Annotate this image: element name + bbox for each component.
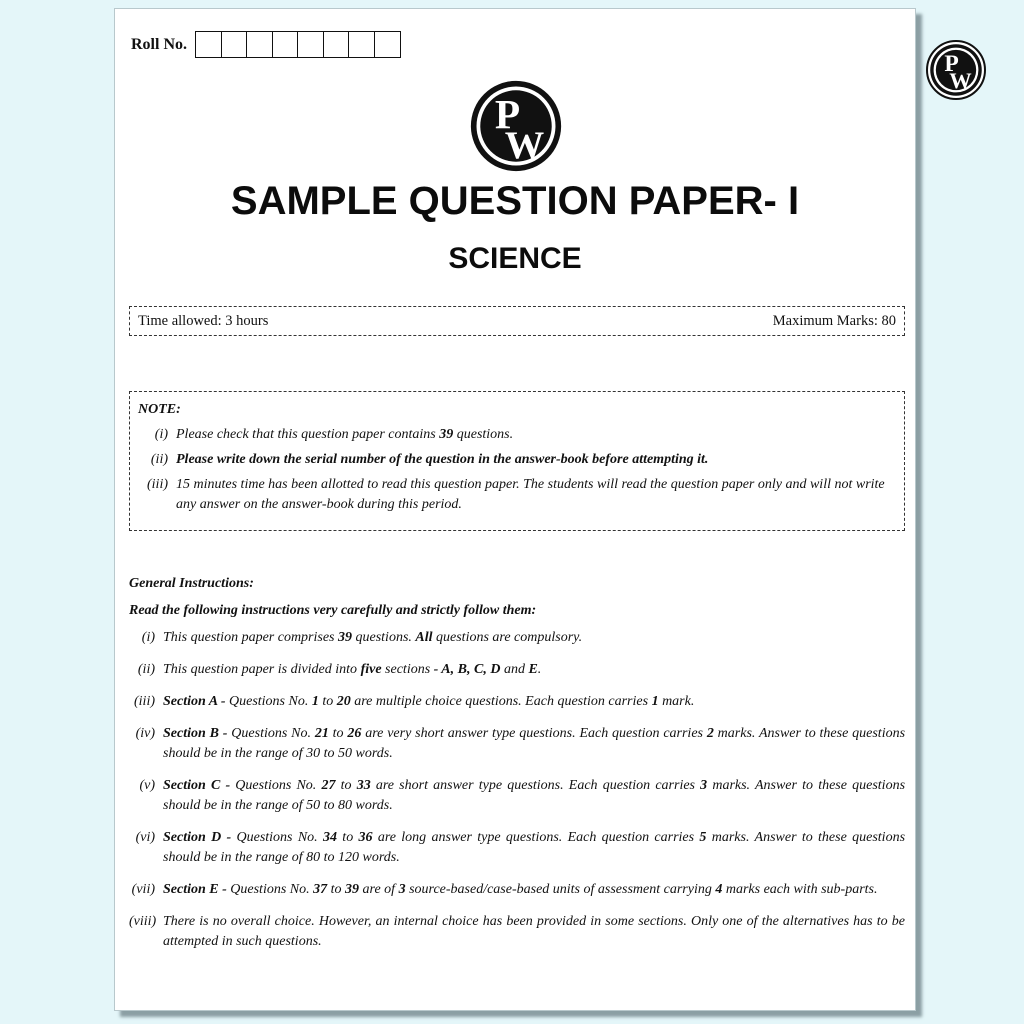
bold-text: 21 bbox=[314, 726, 329, 741]
roll-number-box[interactable] bbox=[324, 32, 350, 57]
text-run: questions. bbox=[352, 630, 416, 645]
text-run: Questions No. bbox=[225, 694, 312, 709]
text-run: are short answer type questions. Each question carries bbox=[370, 778, 701, 793]
text-run: to bbox=[328, 726, 348, 741]
item-text bbox=[163, 692, 905, 712]
item-number: (iii) bbox=[134, 694, 155, 709]
instruction-item bbox=[129, 912, 905, 952]
roll-number-box[interactable] bbox=[222, 32, 248, 57]
text-run: questions. bbox=[453, 427, 514, 442]
bold-text: Please write down the serial number of the question in the answer-book before attempting it. bbox=[176, 452, 709, 467]
text-run: This question paper comprises bbox=[163, 630, 338, 645]
text-run: to bbox=[327, 882, 346, 897]
svg-text:P: P bbox=[944, 51, 959, 78]
svg-text:W: W bbox=[504, 122, 545, 167]
instruction-item bbox=[129, 828, 905, 868]
text-run: This question paper is divided into bbox=[163, 662, 361, 677]
text-run: . bbox=[537, 662, 542, 677]
roll-number-box[interactable] bbox=[298, 32, 324, 57]
instruction-item bbox=[138, 450, 896, 470]
item-text bbox=[163, 724, 905, 764]
bold-text: five bbox=[360, 662, 382, 677]
bold-text: 3 bbox=[700, 778, 708, 793]
instruction-item bbox=[129, 628, 905, 648]
item-text bbox=[176, 425, 513, 445]
text-run: There is no overall choice. However, an internal choice has been provided in some sections. Only one of the alternatives has to be attempted in such questions. bbox=[163, 914, 905, 949]
text-run: marks. Answer to these questions should be in the range of 30 to 50 words. bbox=[163, 726, 906, 761]
bold-text: 2 bbox=[706, 726, 714, 741]
text-run: 15 minutes time has been allotted to read this question paper. The students will read the question paper only and will not write any answer on the answer-book during this period. bbox=[176, 477, 885, 512]
bold-text: 39 bbox=[338, 630, 352, 645]
bold-text: 33 bbox=[356, 778, 371, 793]
item-number: (iii) bbox=[147, 477, 168, 492]
text-run: to bbox=[318, 694, 337, 709]
general-instructions-title: General Instructions: bbox=[129, 576, 254, 591]
bold-text: Section C - bbox=[163, 778, 231, 793]
text-run: sections bbox=[381, 662, 434, 677]
bold-text: 39 bbox=[439, 427, 454, 442]
roll-number-field bbox=[131, 31, 401, 58]
instruction-item bbox=[129, 692, 905, 712]
bold-text: 3 bbox=[398, 882, 406, 897]
item-number: (iv) bbox=[135, 726, 155, 741]
instruction-list bbox=[129, 628, 905, 952]
bold-text: Section E - bbox=[163, 882, 227, 897]
bold-text: 34 bbox=[322, 830, 337, 845]
bold-text: Section B - bbox=[163, 726, 228, 741]
corner-pw-logo bbox=[926, 40, 986, 100]
item-number: (vi) bbox=[135, 830, 155, 845]
text-run: Questions No. bbox=[230, 778, 322, 793]
bold-text: E bbox=[528, 662, 538, 677]
item-text bbox=[176, 450, 708, 470]
text-run: are multiple choice questions. Each question carries bbox=[350, 694, 652, 709]
item-number: (viii) bbox=[129, 914, 157, 929]
bold-text: - A, B, C, D bbox=[433, 662, 501, 677]
item-text bbox=[176, 475, 896, 515]
item-text bbox=[163, 912, 905, 952]
text-run: are very short answer type questions. Each question carries bbox=[361, 726, 707, 741]
item-text bbox=[163, 628, 905, 648]
instruction-item bbox=[129, 660, 905, 680]
bold-text: Section D - bbox=[163, 830, 232, 845]
bold-text: 36 bbox=[358, 830, 373, 845]
text-run: Questions No. bbox=[227, 726, 315, 741]
note-title: NOTE: bbox=[138, 402, 181, 417]
text-run: source-based/case-based units of assessment carrying bbox=[405, 882, 716, 897]
instruction-item bbox=[129, 724, 905, 764]
text-run: and bbox=[500, 662, 529, 677]
text-run: are of bbox=[359, 882, 399, 897]
note-list bbox=[138, 425, 896, 515]
item-number: (vii) bbox=[131, 882, 155, 897]
item-number: (i) bbox=[141, 630, 155, 645]
svg-text:P: P bbox=[494, 90, 521, 137]
general-instructions-subtitle: Read the following instructions very carefully and strictly follow them: bbox=[129, 603, 537, 618]
text-run: Please check that this question paper contains bbox=[176, 427, 440, 442]
text-run: marks each with sub-parts. bbox=[722, 882, 878, 897]
bold-text: 1 bbox=[651, 694, 659, 709]
svg-text:W: W bbox=[949, 67, 972, 93]
item-text bbox=[163, 880, 905, 900]
item-number: (i) bbox=[154, 427, 168, 442]
roll-number-box[interactable] bbox=[196, 32, 222, 57]
roll-number-boxes bbox=[195, 31, 401, 58]
roll-number-box[interactable] bbox=[247, 32, 273, 57]
roll-number-box[interactable] bbox=[349, 32, 375, 57]
roll-number-label: Roll No. bbox=[131, 35, 187, 53]
bold-text: Section A - bbox=[163, 694, 226, 709]
bold-text: 20 bbox=[336, 694, 351, 709]
subject-title: SCIENCE bbox=[448, 242, 582, 275]
general-instructions bbox=[129, 575, 905, 964]
item-text bbox=[163, 828, 905, 868]
text-run: marks. Answer to these questions should be in the range of 80 to 120 words. bbox=[163, 830, 906, 865]
text-run: are long answer type questions. Each question carries bbox=[372, 830, 700, 845]
bold-text: 5 bbox=[699, 830, 707, 845]
item-number: (ii) bbox=[137, 662, 155, 677]
item-text bbox=[163, 660, 905, 680]
roll-number-box[interactable] bbox=[273, 32, 299, 57]
text-run: Questions No. bbox=[231, 830, 323, 845]
pw-logo bbox=[469, 79, 563, 173]
text-run: marks. Answer to these questions should be in the range of 50 to 80 words. bbox=[163, 778, 906, 813]
maximum-marks: Maximum Marks: 80 bbox=[772, 312, 896, 329]
paper-title: SAMPLE QUESTION PAPER- I bbox=[230, 179, 800, 223]
instruction-item bbox=[138, 475, 896, 515]
instruction-item bbox=[129, 880, 905, 900]
roll-number-box[interactable] bbox=[375, 32, 401, 57]
text-run: to bbox=[336, 830, 359, 845]
text-run: to bbox=[335, 778, 357, 793]
instruction-item bbox=[129, 776, 905, 816]
text-run: questions are compulsory. bbox=[432, 630, 583, 645]
bold-text: 4 bbox=[715, 882, 723, 897]
bold-text: 27 bbox=[321, 778, 336, 793]
time-allowed: Time allowed: 3 hours bbox=[138, 312, 269, 329]
bold-text: 26 bbox=[347, 726, 362, 741]
item-text bbox=[163, 776, 905, 816]
note-box bbox=[129, 391, 905, 531]
item-number: (ii) bbox=[150, 452, 168, 467]
question-paper-page bbox=[114, 8, 916, 1011]
bold-text: 1 bbox=[311, 694, 319, 709]
text-run: mark. bbox=[658, 694, 695, 709]
item-number: (v) bbox=[139, 778, 155, 793]
text-run: Questions No. bbox=[226, 882, 314, 897]
bold-text: 39 bbox=[345, 882, 360, 897]
exam-meta-box bbox=[129, 306, 905, 336]
bold-text: All bbox=[415, 630, 433, 645]
instruction-item bbox=[138, 425, 896, 445]
bold-text: 37 bbox=[313, 882, 328, 897]
